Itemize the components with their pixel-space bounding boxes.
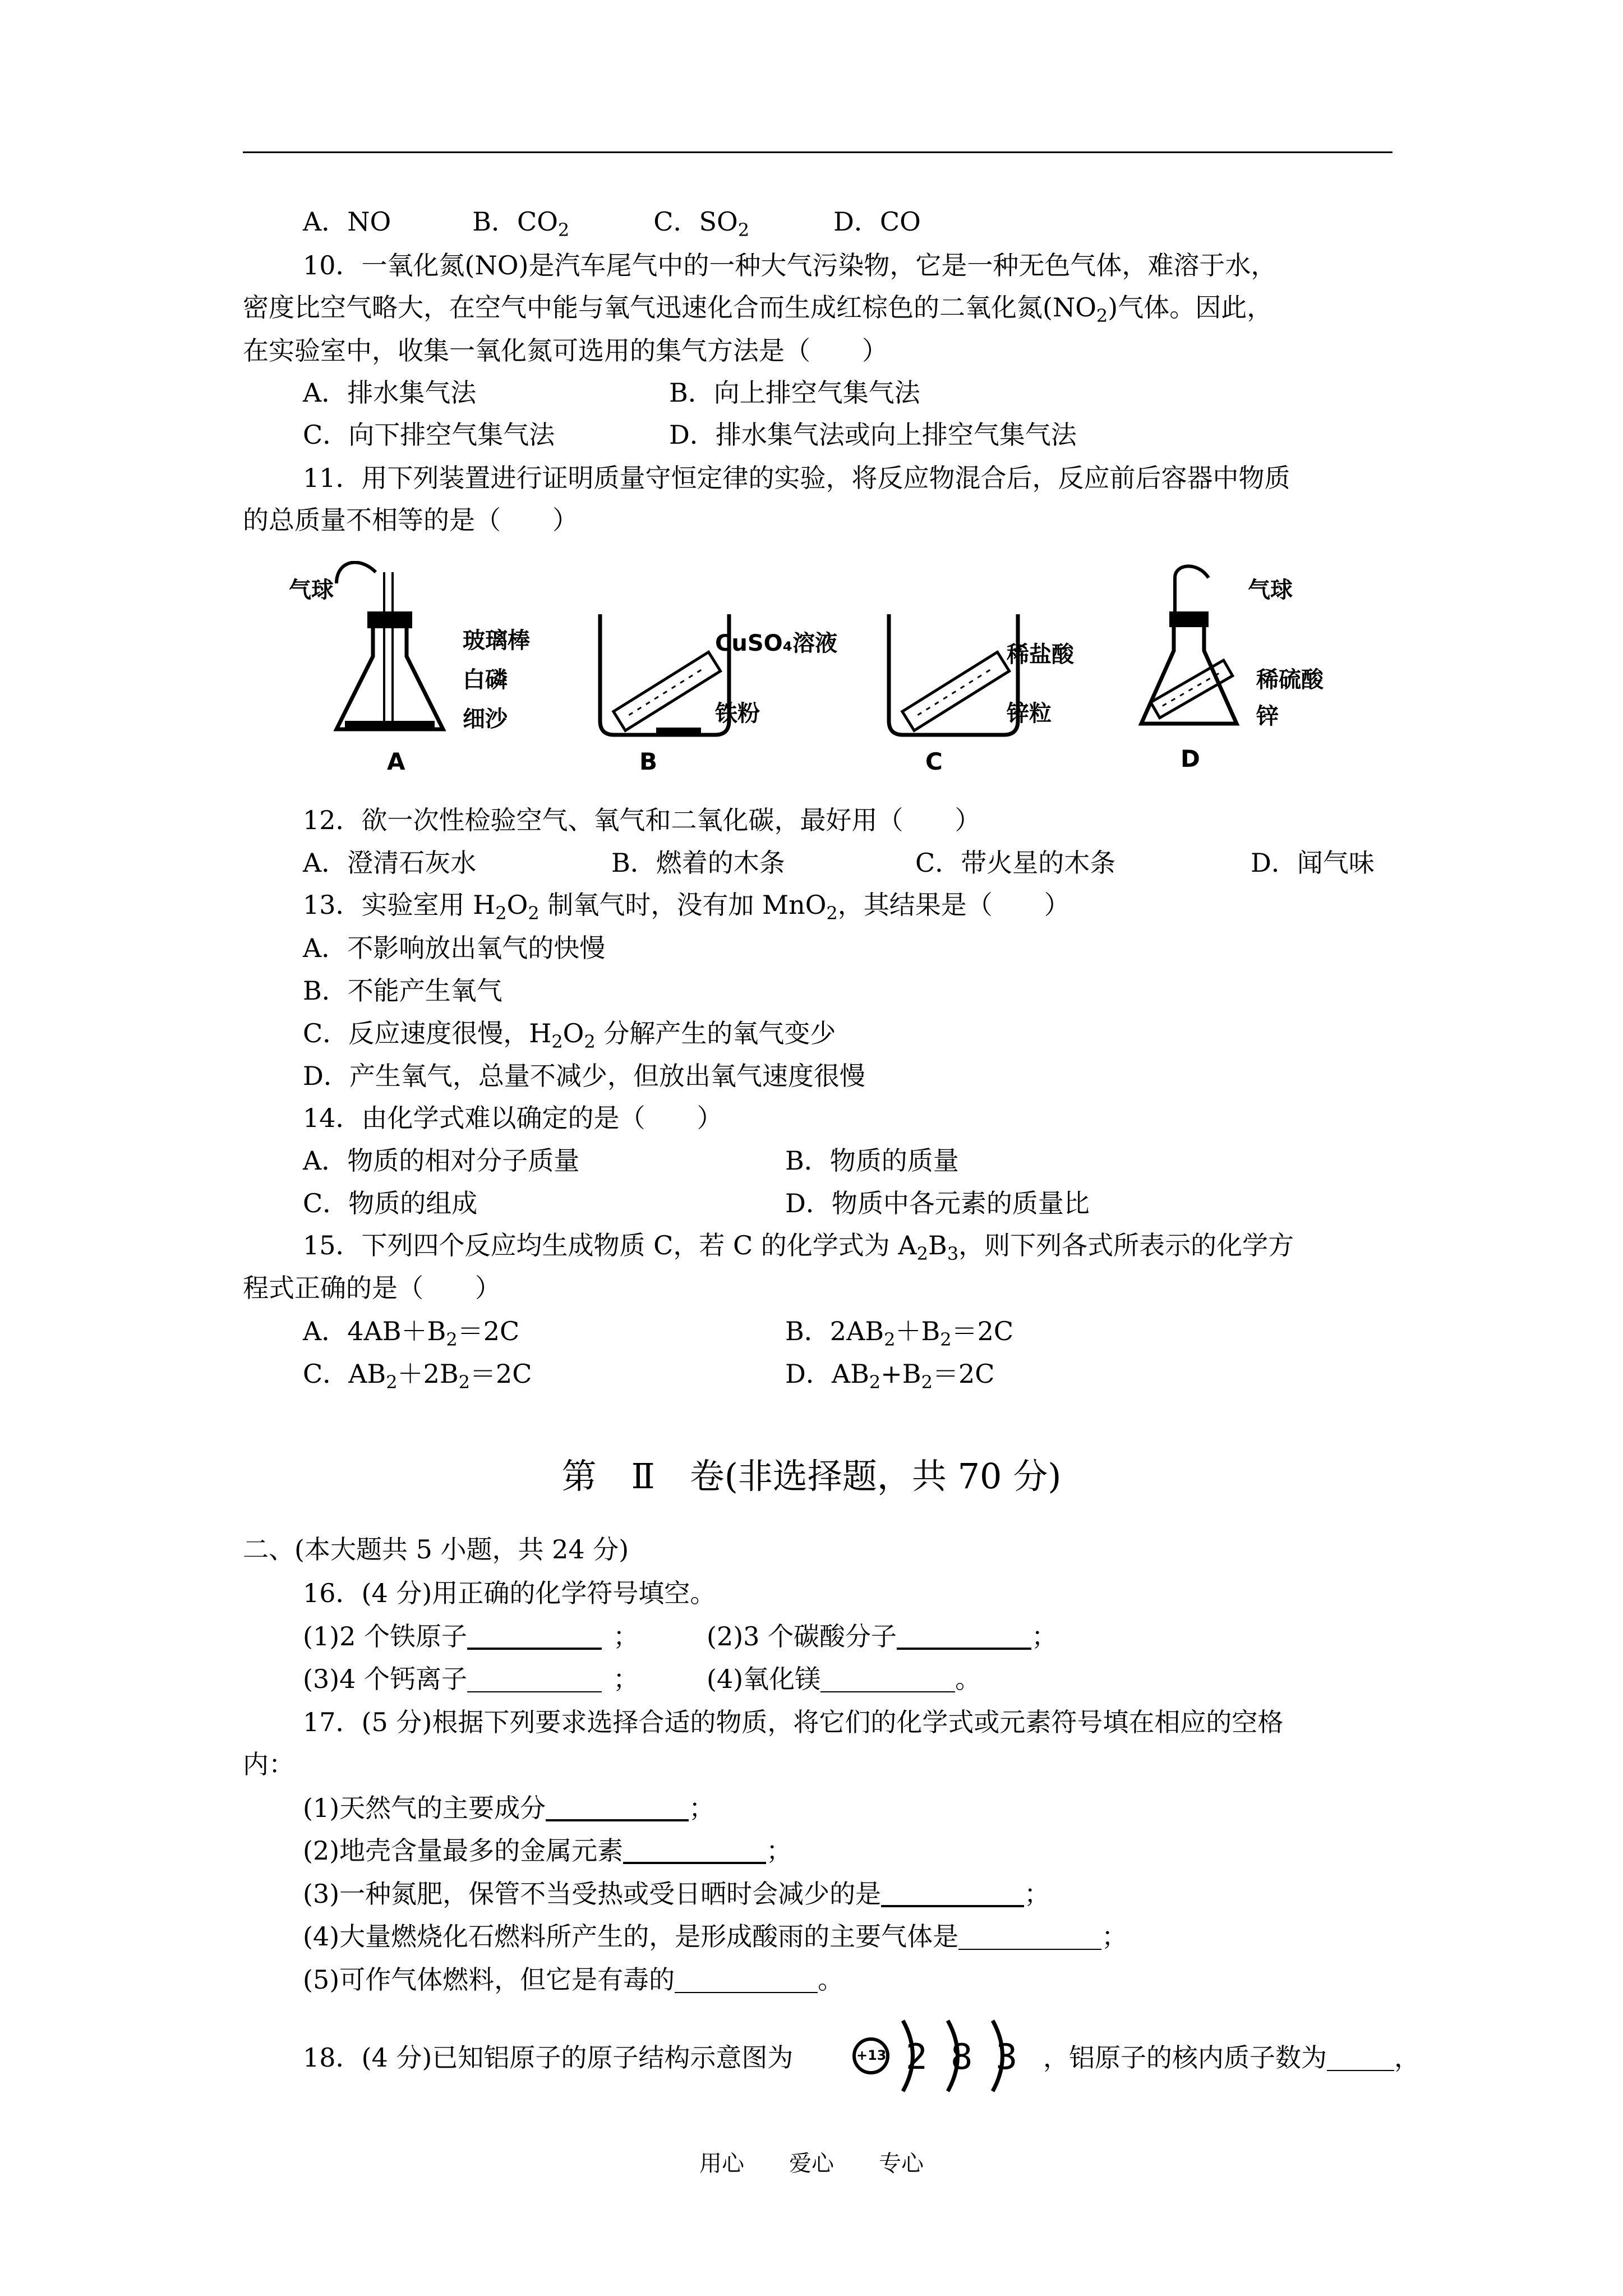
q17-blank-1[interactable] [546, 1793, 689, 1821]
q13-option-b: B．不能产生氧气 [303, 976, 502, 1006]
aluminum-atom-diagram [850, 2008, 1035, 2104]
q15-stem-line2: 程式正确的是（ ） [243, 1273, 501, 1303]
label-dilute-h2so4: 稀硫酸 [1256, 667, 1324, 693]
q16-item-2: (2)3 个碳酸分子 ； [707, 1621, 1058, 1651]
label-balloon-a: 气球 [289, 577, 334, 603]
caption-d: D [1181, 745, 1200, 772]
q12-stem: 12．欲一次性检验空气、氧气和二氧化碳，最好用（ ） [303, 805, 981, 835]
q10-option-a: A．排水集气法 [303, 378, 477, 408]
label-glass-rod: 玻璃棒 [463, 628, 530, 654]
q17-stem-line2: 内： [243, 1749, 294, 1779]
q15-option-c: C．$AB_2+2B_2=2C$ [303, 1359, 532, 1393]
q17-blank-4[interactable] [958, 1923, 1101, 1950]
label-fine-sand: 细沙 [463, 706, 508, 732]
q17-item-1: (1)天然气的主要成分 ； [303, 1793, 715, 1823]
q17-blank-5[interactable] [675, 1966, 818, 1993]
q9-options [303, 205, 921, 247]
q17-item-5: (5)可作气体燃料，但它是有毒的 。 [303, 1964, 844, 1995]
q18-blank-1[interactable] [1327, 2044, 1394, 2071]
caption-b: B [639, 748, 658, 775]
q16-blank-2[interactable] [897, 1622, 1031, 1650]
q17-blank-3[interactable] [881, 1879, 1024, 1907]
q12-option-c: C．带火星的木条 [915, 848, 1116, 878]
q15-option-b: B．$2AB_2+B_2=2C$ [785, 1316, 1014, 1350]
label-white-phosphorus: 白磷 [463, 667, 508, 693]
label-iron-powder: 铁粉 [715, 701, 760, 726]
q12-option-a: A．澄清石灰水 [303, 848, 477, 878]
part-2-header: 二、(本大题共 5 小题，共 24 分) [243, 1534, 629, 1565]
caption-c: C [925, 748, 943, 775]
footer-word-3: 专心 [879, 2151, 924, 2177]
q16-blank-3[interactable] [467, 1665, 602, 1692]
q13-stem: 13．实验室用 $H_2O_2$ 制氧气时，没有加 MnO$_2$，其结果是（ ） [303, 890, 1070, 924]
apparatus-a-drawing [314, 561, 460, 746]
label-cuso4-solution: CuSO₄溶液 [715, 631, 838, 656]
q17-item-4: (4)大量燃烧化石燃料所产生的，是形成酸雨的主要气体是 ； [303, 1921, 1128, 1952]
q16-stem: 16．(4 分)用正确的化学符号填空。 [303, 1578, 716, 1608]
q10-stem-line1: 10．一氧化氮(NO)是汽车尾气中的一种大气污染物，它是一种无色气体，难溶于水， [303, 250, 1277, 280]
shell-1-electrons: 2 [906, 2036, 928, 2077]
q17-item-2: (2)地壳含量最多的金属元素 ； [303, 1835, 792, 1866]
caption-a: A [387, 748, 405, 775]
q14-stem: 14．由化学式难以确定的是（ ） [303, 1103, 723, 1133]
q11-stem-line1: 11．用下列装置进行证明质量守恒定律的实验，将反应物混合后，反应前后容器中物质 [303, 463, 1290, 493]
page-footer [0, 2146, 1623, 2178]
q13-option-d: D．产生氧气，总量不减少，但放出氧气速度很慢 [303, 1061, 865, 1091]
label-zinc: 锌 [1256, 703, 1279, 729]
q16-item-3: (3)4 个钙离子 ； [303, 1664, 639, 1694]
q9-option-a: A．NO [303, 206, 391, 237]
q9-option-d: D．CO [833, 206, 921, 237]
q12-option-b: B．燃着的木条 [611, 848, 785, 878]
q14-option-d: D．物质中各元素的质量比 [785, 1188, 1090, 1218]
label-balloon-d: 气球 [1248, 577, 1293, 603]
q14-option-c: C．物质的组成 [303, 1188, 478, 1218]
q15-option-d: D．$AB_2+B_2=2C$ [785, 1359, 995, 1393]
section-2-title: 第 Ⅱ 卷(非选择题，共 70 分) [561, 1456, 1062, 1497]
q17-blank-2[interactable] [623, 1836, 766, 1864]
q16-blank-1[interactable] [467, 1622, 602, 1650]
q10-option-d: D．排水集气法或向上排空气集气法 [669, 420, 1077, 450]
header-rule [243, 151, 1393, 153]
q14-option-a: A．物质的相对分子质量 [303, 1145, 580, 1176]
q9-option-c: C．$SO_2$ [653, 206, 750, 241]
q14-option-b: B．物质的质量 [785, 1145, 959, 1176]
q10-stem-line2: 密度比空气略大，在空气中能与氧气迅速化合而生成红棕色的二氧化氮$(NO_2)$气体。因此， [243, 292, 1273, 326]
q17-stem-line1: 17．(5 分)根据下列要求选择合适的物质，将它们的化学式或元素符号填在相应的空格 [303, 1707, 1284, 1737]
q11-stem-line2: 的总质量不相等的是（ ） [243, 505, 578, 535]
q10-option-c: C．向下排空气集气法 [303, 420, 555, 450]
q15-option-a: A．$4AB+B_2=2C$ [303, 1316, 520, 1350]
shell-2-electrons: 8 [951, 2036, 973, 2077]
q13-option-c: C．反应速度很慢，$H_2O_2$ 分解产生的氧气变少 [303, 1018, 836, 1052]
q18-stem-b: ，铝原子的核内质子数为 ， [1043, 2042, 1420, 2073]
footer-word-2: 爱心 [789, 2151, 834, 2177]
q18-stem-a: 18．(4 分)已知铝原子的原子结构示意图为 [303, 2042, 794, 2073]
q17-item-3: (3)一种氮肥，保管不当受热或受日晒时会减少的是 ； [303, 1879, 1050, 1909]
q12-option-d: D．闻气味 [1251, 848, 1375, 878]
q16-blank-4[interactable] [820, 1665, 955, 1692]
footer-word-1: 用心 [699, 2151, 744, 2177]
q16-item-4: (4)氧化镁 。 [707, 1664, 981, 1694]
label-zinc-granules: 锌粒 [1007, 701, 1052, 726]
q10-option-b: B．向上排空气集气法 [669, 378, 920, 408]
atom-nucleus: +13 [856, 2047, 887, 2063]
q10-stem-line3: 在实验室中，收集一氧化氮可选用的集气方法是（ ） [243, 335, 888, 366]
q15-stem-line1: 15．下列四个反应均生成物质 C，若 C 的化学式为 $A_2B_3$，则下列各式所表示的化学方 [303, 1230, 1294, 1264]
shell-3-electrons: 3 [995, 2036, 1018, 2077]
q9-option-b: B．$CO_2$ [472, 206, 570, 241]
q16-item-1: (1)2 个铁原子 ； [303, 1621, 639, 1651]
q13-option-a: A．不影响放出氧气的快慢 [303, 933, 606, 963]
label-dilute-hcl: 稀盐酸 [1007, 642, 1074, 668]
